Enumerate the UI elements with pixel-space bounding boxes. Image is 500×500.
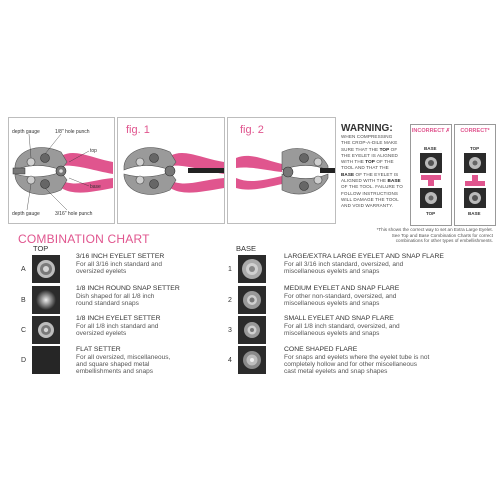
flare-desc: For all 3/16 inch standard, oversized, and <box>284 261 404 268</box>
flare-name: MEDIUM EYELET AND SNAP FLARE <box>284 285 400 292</box>
flare-desc: For other non-standard, oversized, and <box>284 293 397 300</box>
flare-3-thumbnail <box>238 316 266 344</box>
fig-2-panel <box>227 117 336 224</box>
warning-emphasis: BASE <box>341 171 355 177</box>
setter-b-thumbnail <box>32 286 60 314</box>
fig-2-illustration <box>228 118 335 223</box>
medium-flare-icon <box>238 286 266 314</box>
correct-top-label: TOP <box>470 146 480 151</box>
flare-1-thumbnail <box>238 255 266 283</box>
warning-fragment: WITH THE <box>341 159 366 165</box>
incorrect-title-text: INCORRECT <box>411 128 445 134</box>
correct-way-note <box>320 227 493 244</box>
warning-fragment: SURE THAT THE <box>341 146 380 152</box>
fig-2-label: fig. 2 <box>240 124 264 136</box>
setter-desc: For all 3/16 inch standard and <box>76 261 162 268</box>
combination-chart-title: COMBINATION CHART <box>18 232 150 246</box>
setter-a-thumbnail <box>32 255 60 283</box>
row-letter: D <box>21 357 27 364</box>
setter-name: 1/8 INCH EYELET SETTER <box>76 315 161 322</box>
warning-fragment: ALIGNED WITH THE <box>341 178 388 184</box>
fig-1-label: fig. 1 <box>126 124 150 136</box>
cone-flare-icon <box>238 346 266 374</box>
row-letter: A <box>21 266 26 273</box>
warning-fragment: OF THE <box>374 159 394 165</box>
flare-desc: For all 1/8 inch standard, oversized, and <box>284 323 400 330</box>
row-number: 4 <box>228 357 232 364</box>
warning-line: WILL DAMAGE THE TOOL <box>341 196 399 202</box>
incorrect-top-label: BASE <box>424 146 437 151</box>
flare-desc: cast metal eyelets and snap shapes <box>284 368 388 375</box>
ring-setter-icon <box>32 255 60 283</box>
incorrect-bottom-label: TOP <box>426 211 436 216</box>
warning-line <box>341 147 407 153</box>
ring-setter-icon <box>32 316 60 344</box>
setter-c-thumbnail <box>32 316 60 344</box>
warning-line: FOLLOW INSTRUCTIONS <box>341 190 399 196</box>
setter-desc: For all oversized, miscellaneous, <box>76 354 171 361</box>
warning-title: WARNING: <box>341 123 393 134</box>
label-base: base <box>90 184 101 190</box>
setter-desc: For all 1/8 inch standard and <box>76 323 159 330</box>
flare-name: SMALL EYELET AND SNAP FLARE <box>284 315 394 322</box>
warning-fragment: OF <box>389 146 398 152</box>
warning-line: AND VOID WARRANTY. <box>341 203 394 209</box>
setter-name: 1/8 INCH ROUND SNAP SETTER <box>76 285 180 292</box>
setter-name: 3/16 INCH EYELET SETTER <box>76 253 165 260</box>
warning-emphasis: TOP <box>365 159 375 165</box>
setter-desc: and square shaped metal <box>76 361 150 368</box>
setter-desc: oversized eyelets <box>76 330 127 337</box>
x-mark-icon: ✗ <box>445 128 451 134</box>
fig-1-panel <box>117 117 225 224</box>
label-hole-punch-top: 1/8" hole punch <box>55 129 90 135</box>
flare-name: CONE SHAPED FLARE <box>284 346 358 353</box>
correct-example-box <box>454 124 496 226</box>
incorrect-alignment-illustration <box>411 125 451 225</box>
flare-desc: miscellaneous eyelets and snaps <box>284 330 380 337</box>
warning-line: WHEN COMPRESSING <box>341 134 393 139</box>
dish-setter-icon <box>32 286 60 314</box>
row-number: 2 <box>228 297 232 304</box>
tool-diagram-panel <box>8 117 115 224</box>
label-depth-gauge-top: depth gauge <box>12 129 40 135</box>
warning-fragment: OF THE EYELET IS <box>354 171 399 177</box>
asterisk-icon: * <box>487 128 490 134</box>
flare-desc: For snaps and eyelets where the eyelet tube is not <box>284 354 430 361</box>
flare-desc: miscellaneous eyelets and snaps <box>284 300 380 307</box>
label-top: top <box>90 148 97 154</box>
fig-1-illustration <box>118 118 224 223</box>
row-letter: C <box>21 327 27 334</box>
setter-desc: Dish shaped for all 1/8 inch <box>76 293 155 300</box>
note-line: combinations for other types of embellishments. <box>395 238 493 244</box>
warning-line: TOOL AND THAT THE <box>341 165 389 171</box>
correct-alignment-illustration <box>455 125 495 225</box>
warning-text <box>341 134 407 210</box>
top-column-heading: TOP <box>33 244 49 253</box>
warning-emphasis: BASE <box>387 178 401 184</box>
label-depth-gauge-bottom: depth gauge <box>12 211 40 217</box>
label-hole-punch-bottom: 3/16" hole punch <box>55 211 93 217</box>
row-number: 3 <box>228 327 232 334</box>
flare-desc: miscellaneous eyelets and snaps <box>284 268 380 275</box>
setter-desc: embellishments and snaps <box>76 368 153 375</box>
small-flare-icon <box>238 316 266 344</box>
correct-bottom-label: BASE <box>468 211 481 216</box>
row-letter: B <box>21 297 26 304</box>
note-line: *This shows the correct way to set an Extra Large Eyelet. <box>376 227 493 232</box>
flare-4-thumbnail <box>238 346 266 374</box>
warning-line: OF THE TOOL. FAILURE TO <box>341 184 403 190</box>
correct-title-text: CORRECT <box>460 128 488 134</box>
note-line: See Top and Base Combination Charts for correct <box>391 232 493 238</box>
setter-d-thumbnail <box>32 346 60 374</box>
large-flare-icon <box>238 255 266 283</box>
row-number: 1 <box>228 266 232 273</box>
flare-name: LARGE/EXTRA LARGE EYELET AND SNAP FLARE <box>284 253 444 260</box>
flare-desc: completely hollow and for other miscellaneous <box>284 361 417 368</box>
setter-name: FLAT SETTER <box>76 346 121 353</box>
warning-line: THE EYELET IS ALIGNED <box>341 152 398 158</box>
setter-desc: round standard snaps <box>76 300 139 307</box>
warning-emphasis: TOP <box>379 146 390 152</box>
setter-desc: oversized eyelets <box>76 268 127 275</box>
base-column-heading: BASE <box>236 244 257 253</box>
flare-2-thumbnail <box>238 286 266 314</box>
incorrect-example-box <box>410 124 452 226</box>
warning-line: THE CROP-A-DILE MAKE <box>341 140 398 146</box>
